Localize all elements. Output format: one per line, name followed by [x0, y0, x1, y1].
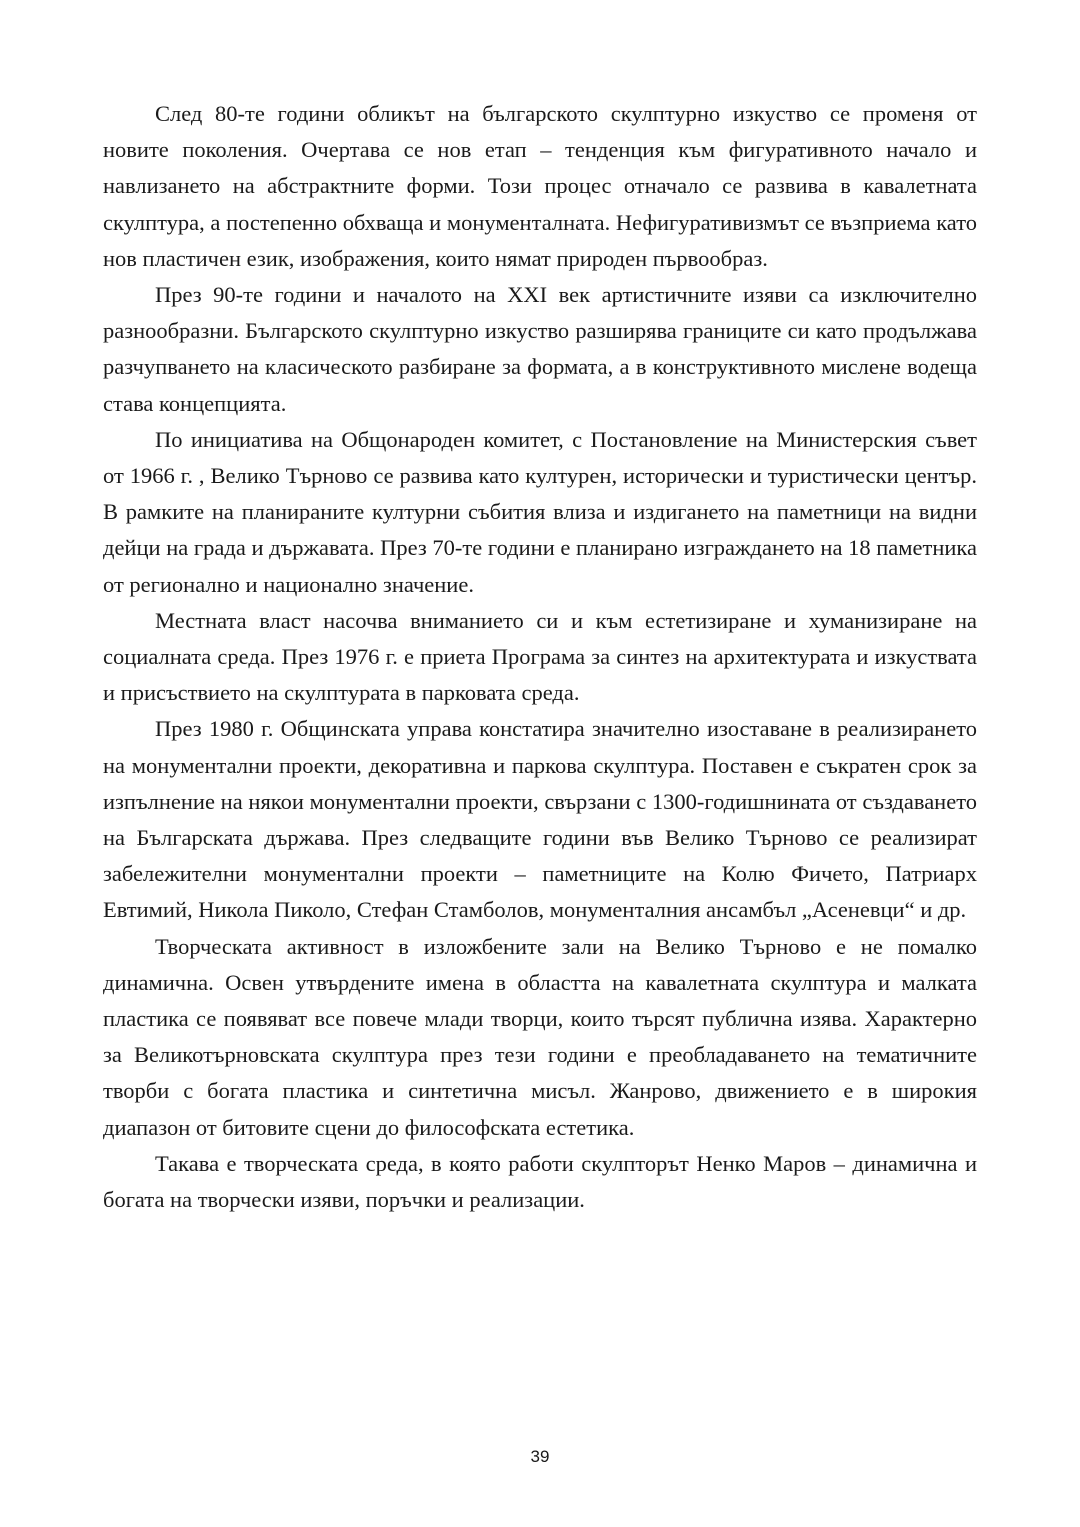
document-body	[103, 96, 977, 1218]
paragraph-1980-monuments: През 1980 г. Общинската управа констатира значително изоставане в реализирането на монументални проекти, декоративна и паркова скулптура. Поставен е съкратен срок за изпълнение на някои монументални проекти, свързани с 1300-годишнината от създаването на Българската държава. През следващите години във Велико Търново се реализират забележителни монументални проекти – паметниците на Колю Фичето, Патриарх Евтимий, Никола Пиколо, Стефан Стамболов, монументалния ансамбъл „Асеневци“ и др.	[103, 716, 977, 923]
paragraph-90s-xxi-century: През 90-те години и началото на XXI век артистичните изяви са изключително разнообразни. Българското скулптурно изкуство разширява границите си като продължава разчупването на класическото разбиране за формата, а в конструктивното мислене водеща става концепцията.	[103, 282, 977, 416]
paragraph-exhibition-activity: Творческата активност в изложбените зали на Велико Търново е не помалко динамична. Освен утвърдените имена в областта на кавалетната скулптура и малката пластика се появяват все повече млади творци, които търсят публична изява. Характерно за Великотърновската скулптура през тези години е преобладаването на тематичните творби с богата пластика и синтетична мисъл. Жанрово, движението е в широкия диапазон от битовите сцени до философската естетика.	[103, 933, 977, 1140]
paragraph-creative-environment: Такава е творческата среда, в която работи скулпторът Ненко Маров – динамична и богата на творчески изяви, поръчки и реализации.	[103, 1150, 977, 1213]
paragraph-1966-initiative: По инициатива на Общонароден комитет, с Постановление на Министерския съвет от 1966 г. , Велико Търново се развива като културен, исторически и туристически център. В рамките на планираните културни събития влиза и издигането на паметници на видни дейци на града и държавата. През 70-те години е планирано изграждането на 18 паметника от регионално и национално значение.	[103, 426, 977, 597]
paragraph-post-80s: След 80-те години обликът на българското скулптурно изкуство се променя от новите поколения. Очертава се нов етап – тенденция към фигуративното начало и навлизането на абстрактните форми. Този процес отначало се развива в кавалетната скулптура, а постепенно обхваща и монументалната. Нефигуративизмът се възприема като нов пластичен език, изображения, които нямат природен първообраз.	[103, 101, 977, 271]
paragraph-local-authority: Местната власт насочва вниманието си и към естетизиране и хуманизиране на социалната среда. През 1976 г. е приета Програма за синтез на архитектурата и изкуствата и присъствието на скулптурата в парковата среда.	[103, 607, 977, 706]
page-number: 39	[530, 1447, 550, 1466]
